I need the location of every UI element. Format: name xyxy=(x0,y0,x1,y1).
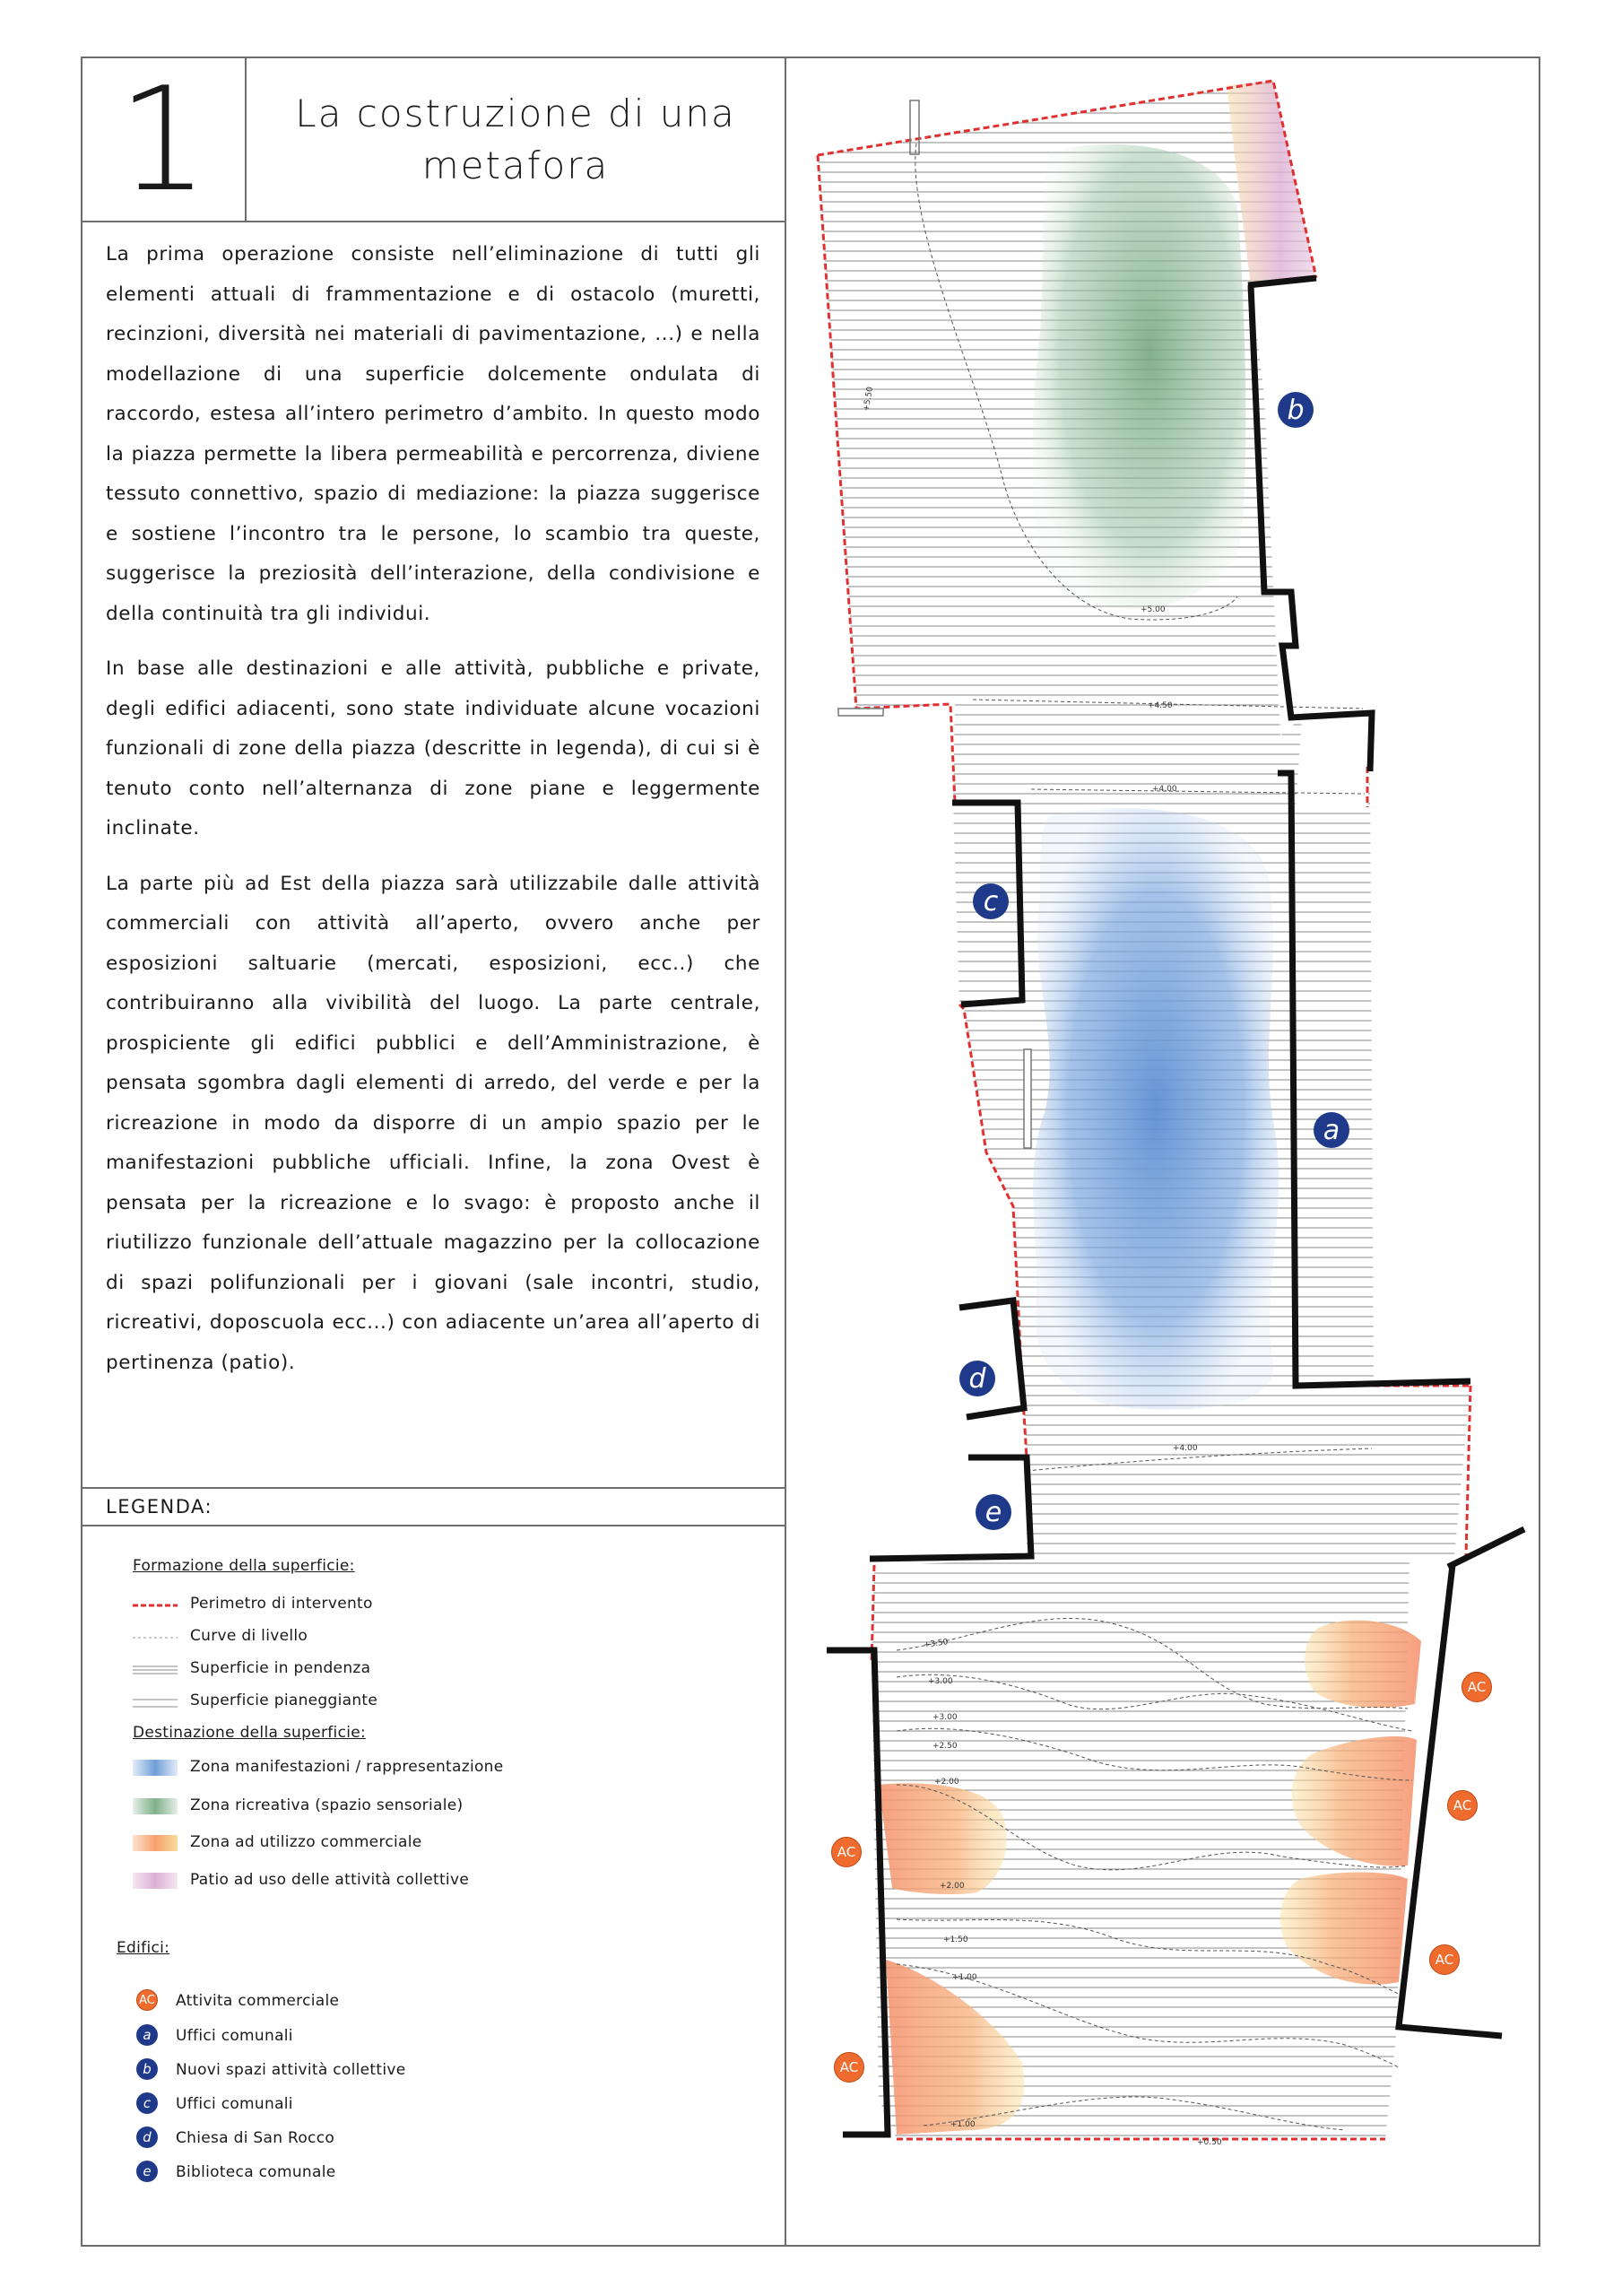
elev-400b: +4.00 xyxy=(1173,1444,1198,1453)
swatch-green-zone xyxy=(133,1798,178,1814)
swatch-orange-zone xyxy=(133,1835,178,1851)
plan-label-d: d xyxy=(959,1361,995,1396)
paragraph-2: In base alle destinazioni e alle attività, pubbliche e private, degli edifici adiacenti, sono state individuate alcune vocazioni funzionali di zone della piazza (descritte in legenda), di cui si è tenuto conto nell’alternanza di zone piane e leggermente inclinate. xyxy=(106,657,760,839)
site-plan xyxy=(786,58,1539,2245)
description-text xyxy=(106,235,760,1398)
legend-blue-zone: Zona manifestazioni / rappresentazione xyxy=(190,1758,504,1776)
paragraph-3: La parte più ad Est della piazza sarà utilizzabile dalle attività commerciali con attività all’aperto, ovvero anche per esposizioni saltuarie (mercati, esposizioni, ecc..) che contribuiranno alla vivibilità del luogo. La parte centrale, prospiciente gli edifici pubblici e dell’Amministrazione, è pensata sgombra dagli elementi di arredo, del verde e per la ricreazione in modo da disporre di un ampio spazio per le manifestazioni pubbliche ufficiali. Infine, la zona Ovest è pensata per la ricreazione e lo svago: è proposto anche il riutilizzo funzionale dell’attuale magazzino per la collocazione di spazi polifunzionali per i giovani (sale incontri, studio, ricreativi, doposcuola ecc...) con adiacente un’area all’aperto di pertinenza (patio). xyxy=(106,872,760,1374)
legend-top-divider xyxy=(81,1487,786,1489)
legend-patio-zone: Patio ad uso delle attività collettive xyxy=(190,1871,470,1889)
sheet-title-line1: La costruzione di una xyxy=(295,91,736,135)
flat-swatch xyxy=(133,1697,178,1709)
legend-contour: Curve di livello xyxy=(190,1627,308,1645)
plan-ac-5: AC xyxy=(834,2052,864,2083)
building-a-badge-icon: a xyxy=(136,2024,158,2046)
sheet-title xyxy=(247,57,785,222)
legend-buildings-heading: Edifici: xyxy=(117,1939,170,1957)
slope-swatch xyxy=(133,1664,178,1676)
legend-building-c: Uffici comunali xyxy=(176,2095,293,2113)
building-d-edge xyxy=(959,1300,1024,1417)
plan-label-c: c xyxy=(973,883,1009,919)
legend-orange-zone: Zona ad utilizzo commerciale xyxy=(190,1833,422,1851)
legend-building-ac: Attivita commerciale xyxy=(176,1992,340,2010)
ac-badge-icon: AC xyxy=(136,1989,158,2011)
elev-100b: +1.00 xyxy=(950,2120,976,2129)
plan-ac-1: AC xyxy=(1462,1672,1492,1702)
plan-label-e: e xyxy=(976,1494,1011,1530)
legend-building-b: Nuovi spazi attività collettive xyxy=(176,2061,406,2079)
swatch-blue-zone xyxy=(133,1760,178,1776)
service-strip xyxy=(838,709,883,716)
elev-400a: +4.00 xyxy=(1152,785,1177,794)
commercial-zone-4 xyxy=(879,1783,1007,1894)
elev-500: +5.00 xyxy=(1141,605,1166,614)
commercial-zone-1 xyxy=(1305,1621,1421,1708)
legend-surface-heading: Formazione della superficie: xyxy=(133,1557,355,1575)
elev-100a: +1.00 xyxy=(952,1973,977,1982)
elev-350: +3.50 xyxy=(923,1638,950,1650)
legend-slope: Superficie in pendenza xyxy=(190,1659,371,1677)
paragraph-1: La prima operazione consiste nell’eliminazione di tutti gli elementi attuali di frammentazione e di ostacolo (muretti, recinzioni, diversità nei materiali di pavimentazione, ...) e nella modellazione di una superficie dolcemente ondulata di raccordo, estesa all’intero perimetro d’ambito. In questo modo la piazza permette la libera permeabilità e percorrenza, diviene tessuto connettivo, spazio di mediazione: la piazza suggerisce e sostiene l’incontro tra le persone, lo scambio tra queste, suggerisce la preziosità dell’interazione, della condivisione e della continuità tra gli individui. xyxy=(106,243,760,625)
legend-flat: Superficie pianeggiante xyxy=(190,1692,378,1709)
legend-building-d: Chiesa di San Rocco xyxy=(176,2129,335,2147)
legend-heading: LEGENDA: xyxy=(106,1496,213,1518)
elev-450: +4.50 xyxy=(1148,701,1173,710)
plan-ac-3: AC xyxy=(1429,1944,1460,1975)
elev-300a: +3.00 xyxy=(928,1677,953,1686)
elev-050: +0.50 xyxy=(1197,2138,1222,2147)
perimeter-swatch xyxy=(133,1601,178,1610)
plan-ac-4: AC xyxy=(831,1837,862,1867)
plan-label-a: a xyxy=(1314,1112,1349,1148)
plan-ac-2: AC xyxy=(1447,1790,1478,1821)
elev-200b: +2.00 xyxy=(940,1882,965,1891)
building-d-badge-icon: d xyxy=(136,2126,158,2148)
sheet-title-line2: metafora xyxy=(421,143,610,187)
building-b-badge-icon: b xyxy=(136,2058,158,2080)
sheet-number: 1 xyxy=(117,55,209,223)
blue-zone xyxy=(1033,808,1279,1409)
elev-300b: +3.00 xyxy=(932,1713,958,1722)
legend-building-a: Uffici comunali xyxy=(176,2027,293,2045)
legend-destination-heading: Destinazione della superficie: xyxy=(133,1724,367,1742)
drain-strip xyxy=(1024,1049,1031,1148)
elev-200a: +2.00 xyxy=(934,1778,959,1787)
swatch-patio-zone xyxy=(133,1873,178,1889)
legend-building-e: Biblioteca comunale xyxy=(176,2163,336,2181)
elev-250: +2.50 xyxy=(932,1742,958,1751)
legend-head-divider xyxy=(81,1525,786,1526)
contour-swatch xyxy=(133,1633,178,1642)
building-c-badge-icon: c xyxy=(136,2092,158,2114)
legend-perimeter: Perimetro di intervento xyxy=(190,1595,373,1613)
building-e-badge-icon: e xyxy=(136,2161,158,2182)
elev-150: +1.50 xyxy=(943,1935,968,1944)
green-zone xyxy=(1032,144,1245,609)
legend-green-zone: Zona ricreativa (spazio sensoriale) xyxy=(190,1796,464,1814)
building-east-edge xyxy=(1399,1529,1524,2036)
plan-label-b: b xyxy=(1278,392,1314,428)
elev-550: +5.50 xyxy=(862,386,876,413)
